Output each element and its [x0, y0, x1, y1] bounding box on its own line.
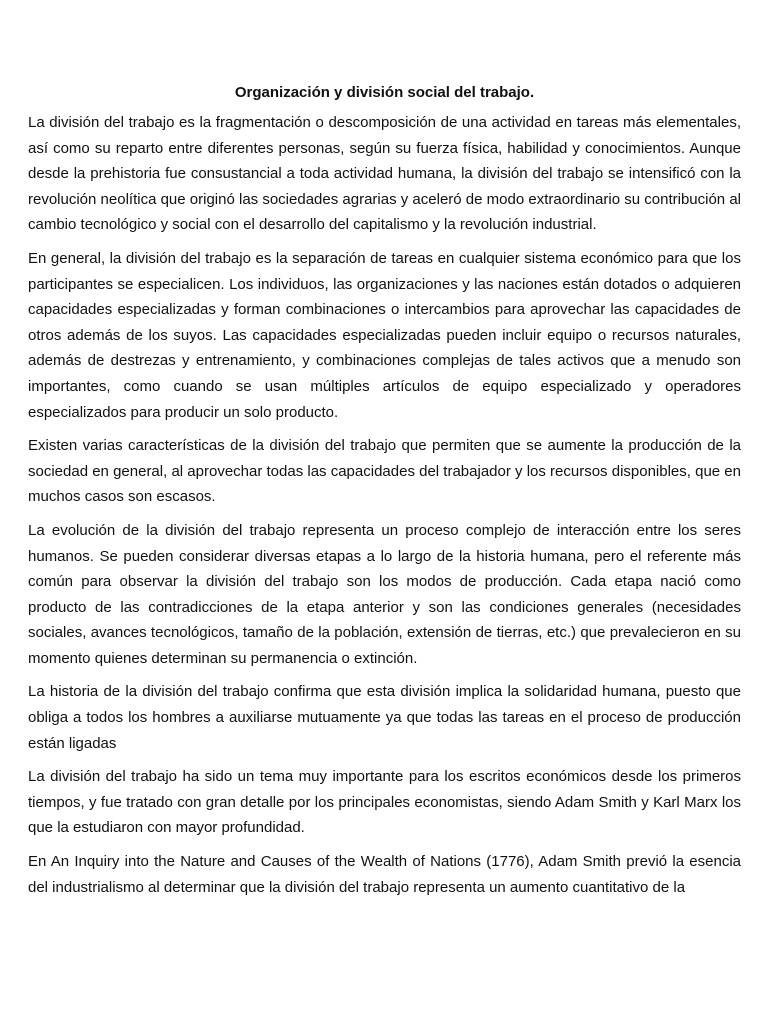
document-title: Organización y división social del trabajo.: [234, 84, 535, 101]
paragraph-4: La evolución de la división del trabajo representa un proceso complejo de interacción entre los seres humanos. Se pueden considerar diversas etapas a lo largo de la historia humana, pero el referente más común para observar la división del trabajo son los modos de producción. Cada etapa nació como producto de las contradicciones de la etapa anterior y son las condiciones generales (necesidades sociales, avances tecnológicos, tamaño de la población, extensión de tierras, etc.) que prevalecieron en su momento quienes determinan su permanencia o extinción.: [28, 521, 741, 667]
document-page: [28, 82, 741, 908]
paragraph-2: En general, la división del trabajo es la separación de tareas en cualquier sistema económico para que los participantes se especialicen. Los individuos, las organizaciones y las naciones están dotados o adquieren capacidades especializadas y forman combinaciones o intercambios para aprovechar las capacidades de otros además de los suyos. Las capacidades especializadas pueden incluir equipo o recursos naturales, además de destrezas y entrenamiento, y combinaciones complejas de tales activos que a menudo son importantes, como cuando se usan múltiples artículos de equipo especializado y operadores especializados para producir un solo producto.: [28, 249, 741, 421]
paragraph-5: La historia de la división del trabajo confirma que esta división implica la solidaridad humana, puesto que obliga a todos los hombres a auxiliarse mutuamente ya que todas las tareas en el proceso de producción están ligadas: [28, 683, 741, 752]
paragraph-3: Existen varias características de la división del trabajo que permiten que se aumente la producción de la sociedad en general, al aprovechar todas las capacidades del trabajador y los recursos disponibles, que en muchos casos son escasos.: [28, 437, 741, 506]
paragraph-7: En An Inquiry into the Nature and Causes of the Wealth of Nations (1776), Adam Smith previó la esencia del industrialismo al determinar que la división del trabajo representa un aumento cuantitativo de la: [28, 853, 741, 896]
paragraph-1: La división del trabajo es la fragmentación o descomposición de una actividad en tareas más elementales, así como su reparto entre diferentes personas, según su fuerza física, habilidad y conocimientos. Aunque desde la prehistoria fue consustancial a toda actividad humana, la división del trabajo se intensificó con la revolución neolítica que originó las sociedades agrarias y aceleró de modo extraordinario su contribución al cambio tecnológico y social con el desarrollo del capitalismo y la revolución industrial.: [28, 114, 741, 234]
paragraph-6: La división del trabajo ha sido un tema muy importante para los escritos económicos desde los primeros tiempos, y fue tratado con gran detalle por los principales economistas, siendo Adam Smith y Karl Marx los que la estudiaron con mayor profundidad.: [28, 768, 741, 837]
